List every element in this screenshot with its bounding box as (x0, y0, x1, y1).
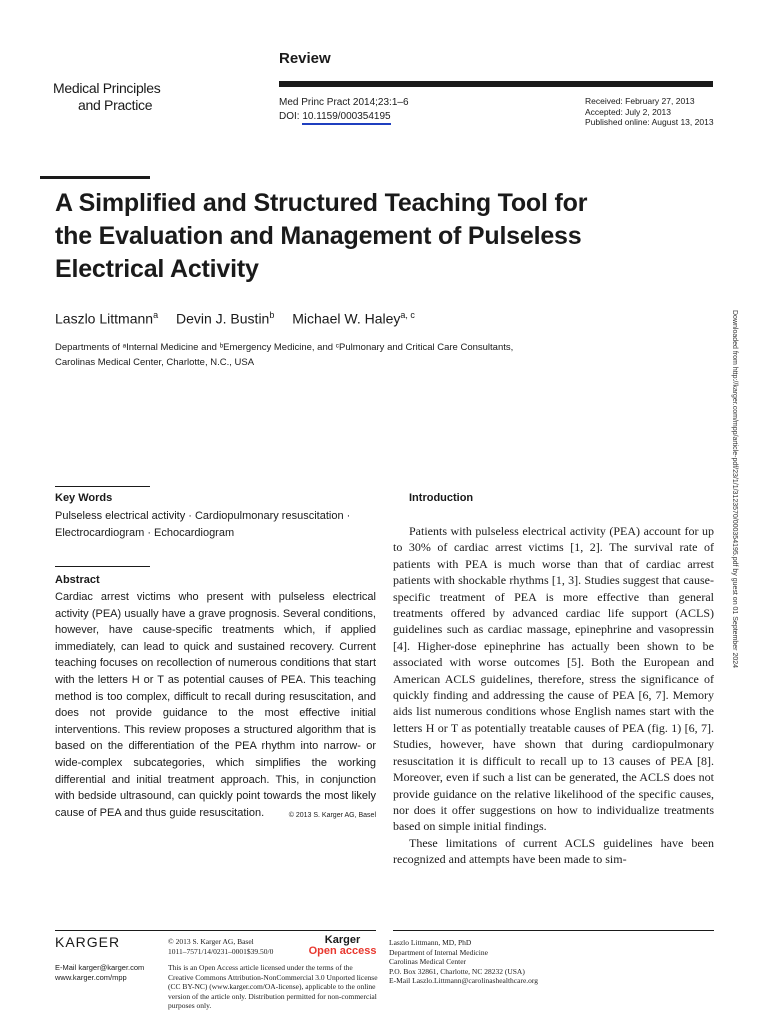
publisher-website[interactable]: www.karger.com/mpp (55, 973, 127, 982)
introduction-paragraph: These limitations of current ACLS guidelines have been recognized and attempts have been made to sim- (393, 835, 714, 867)
open-access-logo (305, 935, 380, 957)
journal-name-line1: Medical Principles (53, 80, 161, 96)
open-access-logo-line2: Open access (308, 945, 377, 957)
author-affiliation-mark: a (153, 310, 159, 320)
journal-name-line2: and Practice (78, 97, 153, 113)
license-text: This is an Open Access article licensed under the terms of the Creative Commons Attribution-NonCommercial 3.0 Unported license (CC BY-NC) (www.karger.com/OA-license), applicable to the online version of the article only. Distribution permitted for non-commercial purposes only. (168, 963, 378, 1010)
publisher-logo: KARGER (55, 934, 121, 950)
article-title: A Simplified and Structured Teaching Tool for the Evaluation and Management of Pulseless Electrical Activity (55, 189, 588, 283)
section-label: Review (279, 50, 331, 67)
author-affiliation-mark: a, c (400, 310, 415, 320)
abstract-text: Cardiac arrest victims who present with pulseless electrical activity (PEA) usually have a grave prognosis. Several conditions, however, have cause-specific treatments which, if applied immediately, can lead to quick and sustained recovery. Current teaching focuses on recollection of numerous conditions that start with the letters H or T as potential causes of PEA. This teaching method is too complex, difficult to recall during resuscitation, and does not provide guidance to the most effective initial interventions. This review proposes a structured algorithm that is based on the differentiation of the PEA rhythm into narrow- or wide-complex subcategories, which simplifies the working differential and initial treatment approach. This, in conjunction with bedside ultrasound, can quickly point towards the most likely cause of PEA and thus guide resuscitation. (55, 591, 376, 819)
footer-rule (55, 930, 376, 931)
introduction-body (393, 523, 714, 868)
author-affiliation-mark: b (269, 310, 275, 320)
doi-link[interactable]: 10.1159/000354195 (302, 111, 390, 125)
corresp-department: Department of Internal Medicine (389, 947, 488, 957)
keywords-heading: Key Words (55, 492, 113, 504)
accepted-date: Accepted: July 2, 2013 (585, 106, 672, 117)
received-date: Received: February 27, 2013 (585, 96, 695, 106)
citation-block (279, 96, 409, 124)
corresp-name: Laszlo Littmann, MD, PhD (389, 938, 472, 947)
author-name: Devin J. Bustin (175, 310, 270, 327)
abstract-body (55, 589, 376, 824)
publication-dates (585, 96, 714, 128)
author-name: Laszlo Littmann (55, 310, 154, 327)
footer-rule (393, 930, 714, 931)
author-name: Michael W. Haley (292, 310, 401, 327)
title-rule (40, 176, 150, 179)
correspondence-block (389, 938, 538, 986)
publisher-contact (55, 963, 144, 983)
author-list (55, 310, 415, 327)
publisher-email[interactable]: E-Mail karger@karger.com (55, 963, 145, 972)
affiliations (55, 340, 615, 370)
keywords-text: Pulseless electrical activity · Cardiopulmonary resuscitation · Electrocardiogram · Echocardiogram (55, 510, 351, 539)
keywords-rule (55, 486, 150, 487)
affiliation-line: Carolinas Medical Center, Charlotte, N.C., USA (55, 357, 255, 368)
header-rule (279, 81, 713, 87)
abstract-rule (55, 566, 150, 567)
open-access-logo-line1: Karger (324, 934, 361, 946)
copyright-line: © 2013 S. Karger AG, Basel (168, 937, 254, 946)
introduction-heading: Introduction (409, 492, 474, 504)
doi-line (279, 110, 409, 124)
affiliation-line: Departments of ᵃInternal Medicine and ᵇEmergency Medicine, and ᶜPulmonary and Critical Care Consultants, (55, 342, 514, 353)
citation: Med Princ Pract 2014;23:1–6 (279, 97, 409, 108)
published-date: Published online: August 13, 2013 (585, 117, 714, 127)
issn-line: 1011–7571/14/0231–0001$39.50/0 (168, 946, 274, 956)
abstract-heading: Abstract (55, 574, 100, 586)
corresp-address: P.O. Box 32861, Charlotte, NC 28232 (USA) (389, 966, 525, 976)
introduction-paragraph: Patients with pulseless electrical activity (PEA) account for up to 30% of cardiac arrest victims [1, 2]. The survival rate of patients with PEA is much worse than that of cardiac arrest patients with shockable rhythms [1, 3]. Studies suggest that cause-specific treatment of PEA is more effective than general treatments offered by advanced cardiac life support (ACLS) guidelines such as cardiac massage, epinephrine and vasopressin [4]. Higher-dose epinephrine has actually been shown to be associated with worse outcomes [5]. Both the European and American ACLS guidelines, therefore, stress the significance of quickly finding and addressing the cause of PEA [6, 7]. Memory aids list numerous conditions whose English names start with the letters H or T as potentially treatable causes of PEA (fig. 1) [6, 7]. Studies, however, have shown that during cardiopulmonary resuscitation it is difficult to recall up to 13 causes of PEA [8]. Moreover, even if such a list can be generated, the ACLS does not provide guidance on the relative likelihood of the specific causes, nor does it offer suggestions on how to individualize treatments based on simple initial findings. (393, 524, 714, 834)
journal-name (53, 80, 183, 114)
download-notice: Downloaded from http://karger.com/mpp/article-pdf/23/1/1/3123570/000354195.pdf by guest on 01 September 2024 (731, 310, 738, 669)
abstract-copyright: © 2013 S. Karger AG, Basel (288, 811, 376, 819)
corresp-center: Carolinas Medical Center (389, 957, 467, 966)
doi-prefix: DOI: (279, 111, 303, 122)
corresp-email[interactable]: E-Mail Laszlo.Littmann@carolinashealthcare.org (389, 976, 539, 985)
